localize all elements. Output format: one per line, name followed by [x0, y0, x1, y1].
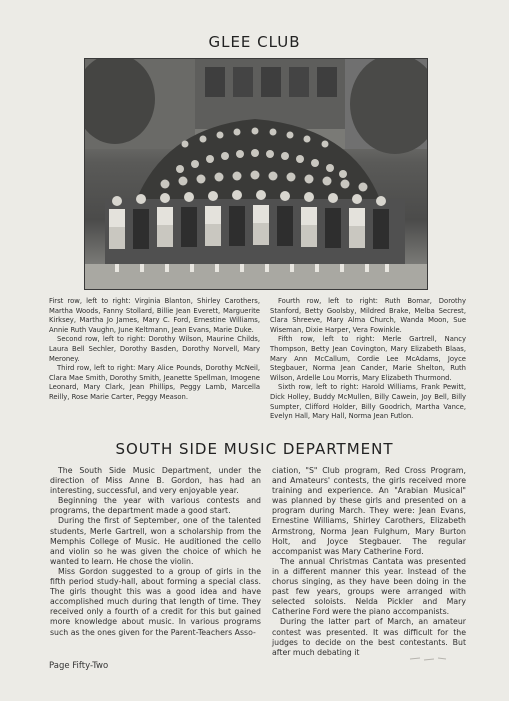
article-paragraph: During the latter part of March, an amateur contest was presented. It was difficult for the judges to decide on the best contestants. But after much debating it: [272, 617, 466, 657]
caption-fifth-row: Fifth row, left to right: Merle Gartrell, Nancy Thompson, Betty Jean Covington, Mary Elizabeth Blaas, Mary Ann McCallum, Cordie Lee McAdams, Joyce Stegbauer, Norma Jean Cander, Marie Shelton, Ruth Wilson, Ardelle Lou Morris, Mary Elizabeth Thurmond.: [270, 335, 466, 382]
photo-caption-right: [270, 297, 466, 422]
glee-club-title: GLEE CLUB: [208, 33, 301, 51]
glee-club-group-photo: [84, 58, 428, 290]
article-paragraph: Miss Gordon suggested to a group of girls in the fifth period study-hall, about forming a special class. The girls thought this was a good idea and have accomplished much during that length of time. They received only a fourth of a credit for this but gained more knowledge about music. In various programs such as the ones given for the Parent-Teachers Asso-: [50, 566, 261, 637]
article-column-left: [50, 466, 261, 638]
article-paragraph: During the first of September, one of the talented students, Merle Gartrell, won a scholarship from the Memphis College of Music. He auditioned the cello and violin so he was given the choice of which he wanted to learn. He chose the violin.: [50, 516, 261, 566]
article-paragraph: ciation, "S" Club program, Red Cross Program, and Amateurs' contests, the girls received more training and experience. An "Arabian Musical" was planned by these girls and presented on a program during March. They were: Jean Evans, Ernestine Williams, Shirley Carothers, Elizabeth Armstrong, Norma Jean Fulghum, Mary Burton Holt, and Joyce Stegbauer. The regular accompanist was Mary Catherine Ford.: [272, 466, 466, 556]
photo-caption-left: [49, 297, 260, 403]
article-paragraph: The South Side Music Department, under the direction of Miss Anne B. Gordon, has had an interesting, successful, and very enjoyable year.: [50, 466, 261, 496]
paper-scuff-mark: [408, 656, 448, 662]
article-paragraph: The annual Christmas Cantata was presented in a different manner this year. Instead of the chorus singing, as they have been doing in the past few years, groups were arranged with selected soloists. Nelda Pickler and Mary Catherine Ford were the piano accompanists.: [272, 556, 466, 617]
caption-second-row: Second row, left to right: Dorothy Wilson, Maurine Childs, Laura Bell Sechler, Dorothy Basden, Dorothy Norvell, Mary Meroney.: [49, 335, 260, 363]
page-number: Page Fifty-Two: [49, 661, 109, 671]
article-paragraph: Beginning the year with various contests and programs, the department made a good start.: [50, 496, 261, 516]
caption-sixth-row: Sixth row, left to right: Harold Williams, Frank Pewitt, Dick Holley, Buddy McMullen, Billy Cawein, Joy Bell, Billy Sumpter, Clifford Holder, Billy Goodrich, Martha Vance, Evelyn Hall, Mary Hall, Norma Jean Futlon.: [270, 383, 466, 421]
caption-fourth-row: Fourth row, left to right: Ruth Bomar, Dorothy Stanford, Betty Goolsby, Mildred Brake, Melba Secrest, Clara Shreeve, Mary Alma Church, Wanda Moon, Sue Wiseman, Dixie Harper, Vera Fowinkle.: [270, 297, 466, 334]
department-title: SOUTH SIDE MUSIC DEPARTMENT: [115, 440, 394, 458]
group-photo-drawing: [85, 59, 427, 289]
caption-first-row: First row, left to right: Virginia Blanton, Shirley Carothers, Martha Woods, Fanny Stollard, Billie Jean Everett, Marguerite Kirksey, Martha Jo James, Mary C. Ford, Ernestine Williams, Annie Ruth Vaughn, June Keltmann, Jean Evans, Marie Duke.: [49, 297, 260, 334]
caption-third-row: Third row, left to right: Mary Alice Pounds, Dorothy McNeil, Clara Mae Smith, Dorothy Smith, Jeanette Spellman, Imogene Leonard, Mary Clark, Jean Phillips, Peggy Lamb, Marcella Reilly, Rose Marie Carter, Peggy Meason.: [49, 364, 260, 401]
article-column-right: [272, 466, 466, 658]
